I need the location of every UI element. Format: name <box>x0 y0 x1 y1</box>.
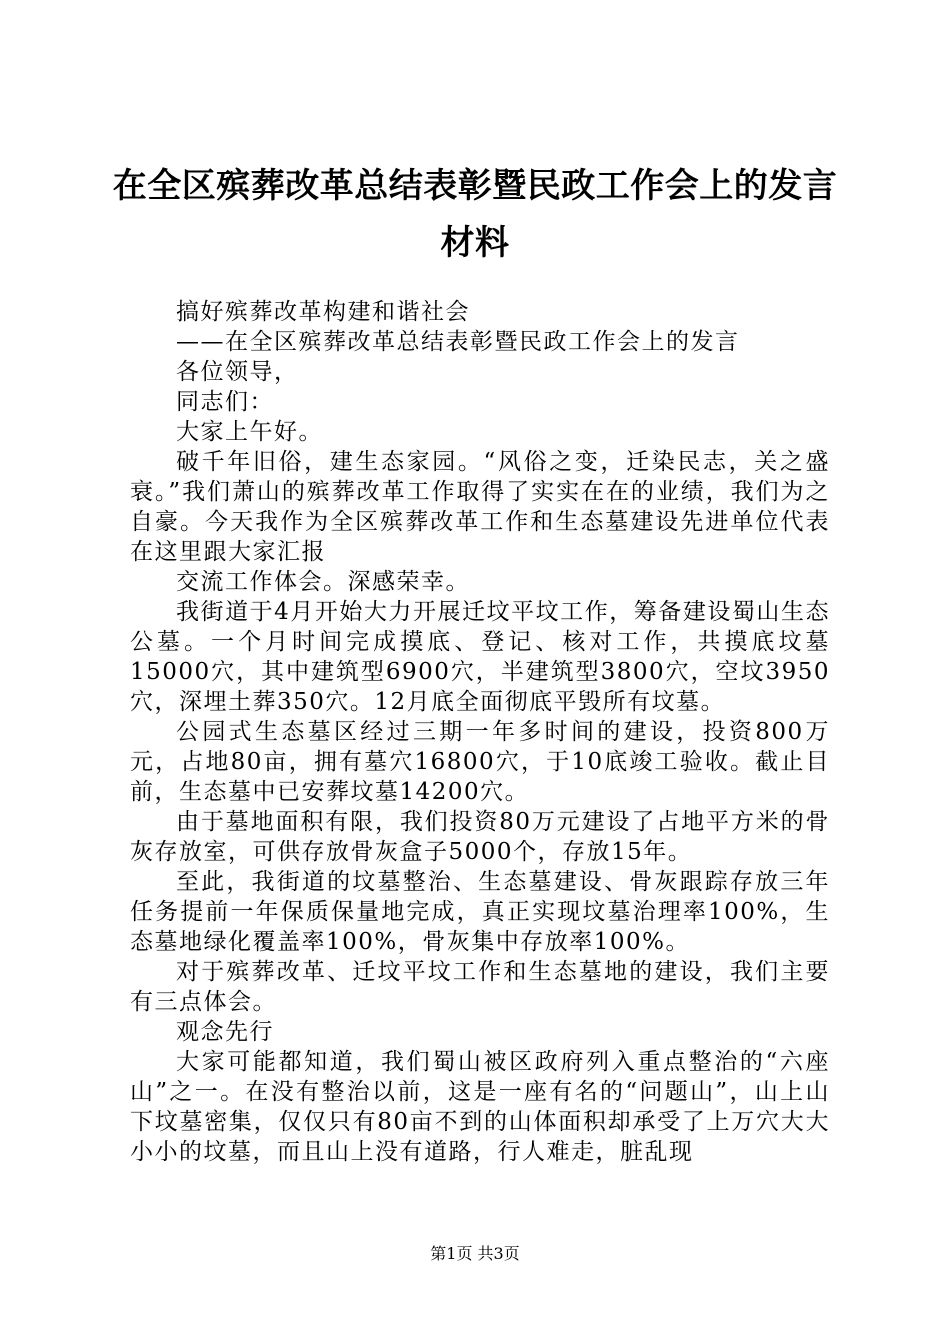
page-footer: 第1页 共3页 <box>430 1244 520 1263</box>
body-paragraph: 破千年旧俗，建生态家园。“风俗之变，迁染民志，关之盛衰。”我们萧山的殡葬改革工作取得了实实在在的业绩，我们为之自豪。今天我作为全区殡葬改革工作和生态墓建设先进单位代表在这里跟大家汇报 <box>130 449 830 565</box>
document-body <box>130 297 830 1167</box>
document-title: 在全区殡葬改革总结表彰暨民政工作会上的发言材料 <box>112 166 838 263</box>
salutation-comrades: 同志们： <box>176 389 274 415</box>
section-heading: 观念先行 <box>176 1019 274 1045</box>
body-paragraph: 我街道于4月开始大力开展迁坟平坟工作，筹备建设蜀山生态公墓。一个月时间完成摸底、登记、核对工作，共摸底坟墓15000穴，其中建筑型6900穴，半建筑型3800穴，空坟3950穴，深埋土葬350穴。12月底全面彻底平毁所有坟墓。 <box>130 599 830 715</box>
greeting: 大家上午好。 <box>176 419 323 445</box>
body-paragraph: 由于墓地面积有限，我们投资80万元建设了占地平方米的骨灰存放室，可供存放骨灰盒子5000个，存放15年。 <box>130 809 830 865</box>
subtitle-heading: 搞好殡葬改革构建和谐社会 <box>176 299 470 325</box>
subtitle-byline: ——在全区殡葬改革总结表彰暨民政工作会上的发言 <box>176 329 740 355</box>
body-paragraph: 大家可能都知道，我们蜀山被区政府列入重点整治的“六座山”之一。在没有整治以前，这是一座有名的“问题山”，山上山下坟墓密集，仅仅只有80亩不到的山体面积却承受了上万穴大大小小的坟墓，而且山上没有道路，行人难走，脏乱现 <box>130 1049 830 1165</box>
salutation-leaders: 各位领导， <box>176 359 299 385</box>
body-paragraph: 交流工作体会。深感荣幸。 <box>176 569 470 595</box>
body-paragraph: 公园式生态墓区经过三期一年多时间的建设，投资800万元，占地80亩，拥有墓穴16800穴，于10底竣工验收。截止目前，生态墓中已安葬坟墓14200穴。 <box>130 719 830 805</box>
body-paragraph: 至此，我街道的坟墓整治、生态墓建设、骨灰跟踪存放三年任务提前一年保质保量地完成，真正实现坟墓治理率100%，生态墓地绿化覆盖率100%，骨灰集中存放率100%。 <box>130 869 830 955</box>
body-paragraph: 对于殡葬改革、迁坟平坟工作和生态墓地的建设，我们主要有三点体会。 <box>130 959 830 1015</box>
